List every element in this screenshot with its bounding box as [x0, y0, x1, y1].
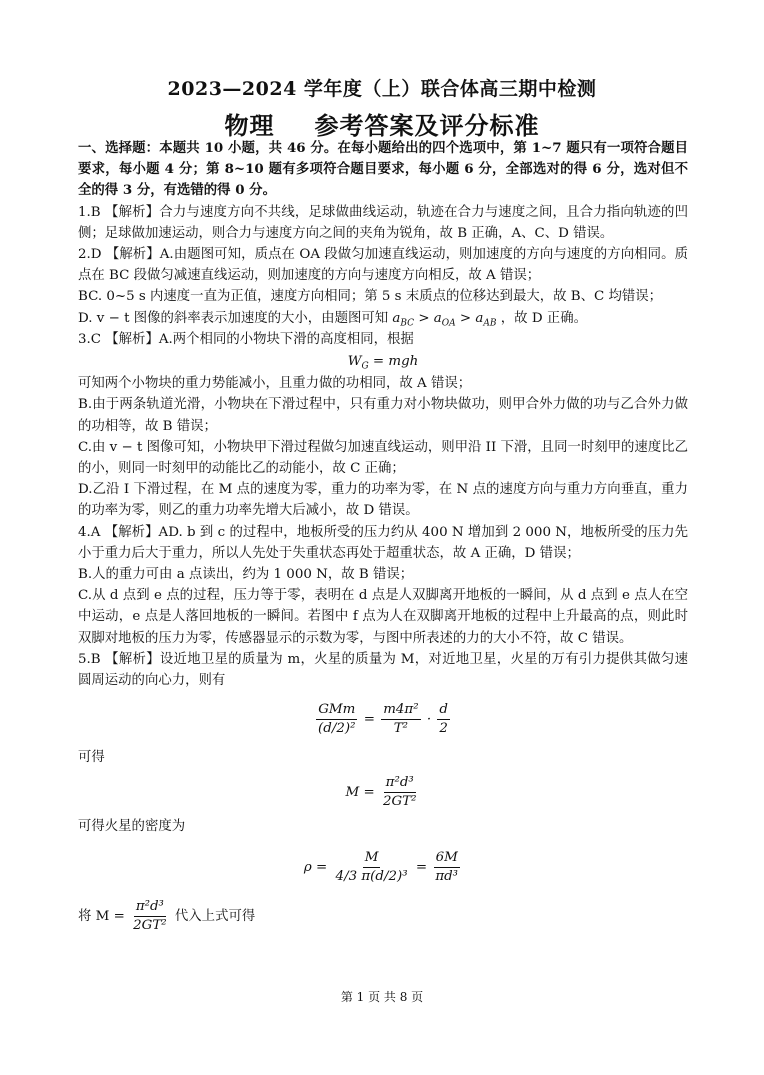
subject-name: 物理	[224, 111, 275, 140]
page-number: 第 1 页 共 8 页	[340, 990, 424, 1004]
question-2-part-bc: BC. 0~5 s 内速度一直为正值，速度方向相同；第 5 s 末质点的位移达到最大，故 B、C 均错误；	[78, 289, 663, 305]
question-4-part-ad: 4.A 【解析】AD. b 到 c 的过程中，地板所受的压力约从 400 N 增加到 2 000 N，地板所受的压力先小于重力后大于重力，所以人先处于失重状态再处于超重状态，故 A 正确，D 错误；	[78, 524, 688, 561]
density-equation: ρ = $\frac{M}{\text{4/3 π(d/2)³}}$ = $\frac{6M}{\text{πd³}}$	[303, 850, 459, 885]
question-5-intro: 5.B 【解析】设近地卫星的质量为 m，火星的质量为 M，对近地卫星，火星的万有引力提供其做匀速圆周运动的向心力，则有	[78, 651, 688, 689]
question-4-part-b: B.人的重力可由 a 点读出，约为 1 000 N，故 B 错误；	[78, 567, 414, 583]
question-2-part-d: D. v − t 图像的斜率表示加速度的大小，由题图可知 $a_{BC} > a_{OA} > a_{AB}$ ，故 D 正确。	[78, 310, 587, 329]
question-3-part-a: 可知两个小物块的重力势能减小，且重力做的功相同，故 A 错误；	[78, 376, 472, 392]
acceleration-inequality: $a_{BC} > a_{OA} > a_{AB}$	[392, 310, 497, 329]
work-gravity-equation: $W_G$ = mgh	[347, 354, 419, 372]
question-5-density-intro: 可得火星的密度为	[78, 819, 186, 835]
answer-key-title	[0, 106, 764, 141]
question-2-part-a: 2.D 【解析】A.由题图可知，质点在 OA 段做匀加速直线运动，则加速度的方向与速度的方向相同。质点在 BC 段做匀减速直线运动，则加速度的方向与速度方向相反，故 A 错误；	[78, 247, 688, 284]
section-heading: 一、选择题：本题共 10 小题，共 46 分。在每小题给出的四个选项中，第 1~7 题只有一项符合题目要求，每小题 4 分；第 8~10 题有多项符合题目要求，每小题 6 分，全部选对的得 6 分，选对但不全的得 3 分，有选错的得 0 分。	[78, 140, 688, 199]
question-5-derive-1: 可得	[78, 750, 105, 766]
answer-key-label: 参考答案及评分标准	[314, 111, 540, 140]
mass-equation: M = $\frac{\text{π²d³}}{\text{2GT²}}$	[345, 774, 417, 809]
question-3-part-b: B.由于两条轨道光滑，小物块在下滑过程中，只有重力对小物块做功，则甲合外力做的功与乙合外力做的功相等，故 B 错误；	[78, 397, 688, 434]
question-4-part-c: C.从 d 点到 e 点的过程，压力等于零，表明在 d 点是人双脚离开地板的一瞬间，从 d 点到 e 点人在空中运动，e 点是人落回地板的一瞬间。若图中 f 点为人在双脚离开地板的过程中上升最高的点，则此时双脚对地板的压力为零，传感器显示的示数为零，与图中所表述的力的大小不符，故 C 错误。	[78, 588, 688, 646]
question-1-answer: 1.B 【解析】合力与速度方向不共线，足球做曲线运动，轨迹在合力与速度之间，且合力指向轨迹的凹侧；足球做加速运动，则合力与速度方向之间的夹角为锐角，故 B 正确，A、C、D 错误。	[78, 204, 688, 241]
question-5-substitute: 将 M = $\frac{\text{π²d³}}{\text{2GT²}}$ 代入上式可得	[78, 898, 256, 933]
question-3-part-c: C.由 v − t 图像可知，小物块甲下滑过程做匀加速直线运动，则甲沿 II 下滑，且同一时刻甲的速度比乙的小，则同一时刻甲的动能比乙的动能小，故 C 正确；	[78, 439, 688, 477]
exam-title: 2023—2024 学年度（上）联合体高三期中检测	[167, 78, 597, 100]
gravitation-equation: $\frac{\text{GMm}}{\text{(d/2)²}}$ = $\frac{\text{m4π²}}{\text{T²}}$ · $\frac{d}{2}$	[318, 701, 448, 736]
question-3-part-d: D.乙沿 I 下滑过程，在 M 点的速度为零，重力的功率为零，在 N 点的速度方向与重力方向垂直，重力的功率为零，则乙的重力功率先增大后减小，故 D 错误。	[78, 482, 688, 519]
question-3-intro: 3.C 【解析】A.两个相同的小物块下滑的高度相同，根据	[78, 331, 414, 347]
document-body	[78, 138, 688, 935]
